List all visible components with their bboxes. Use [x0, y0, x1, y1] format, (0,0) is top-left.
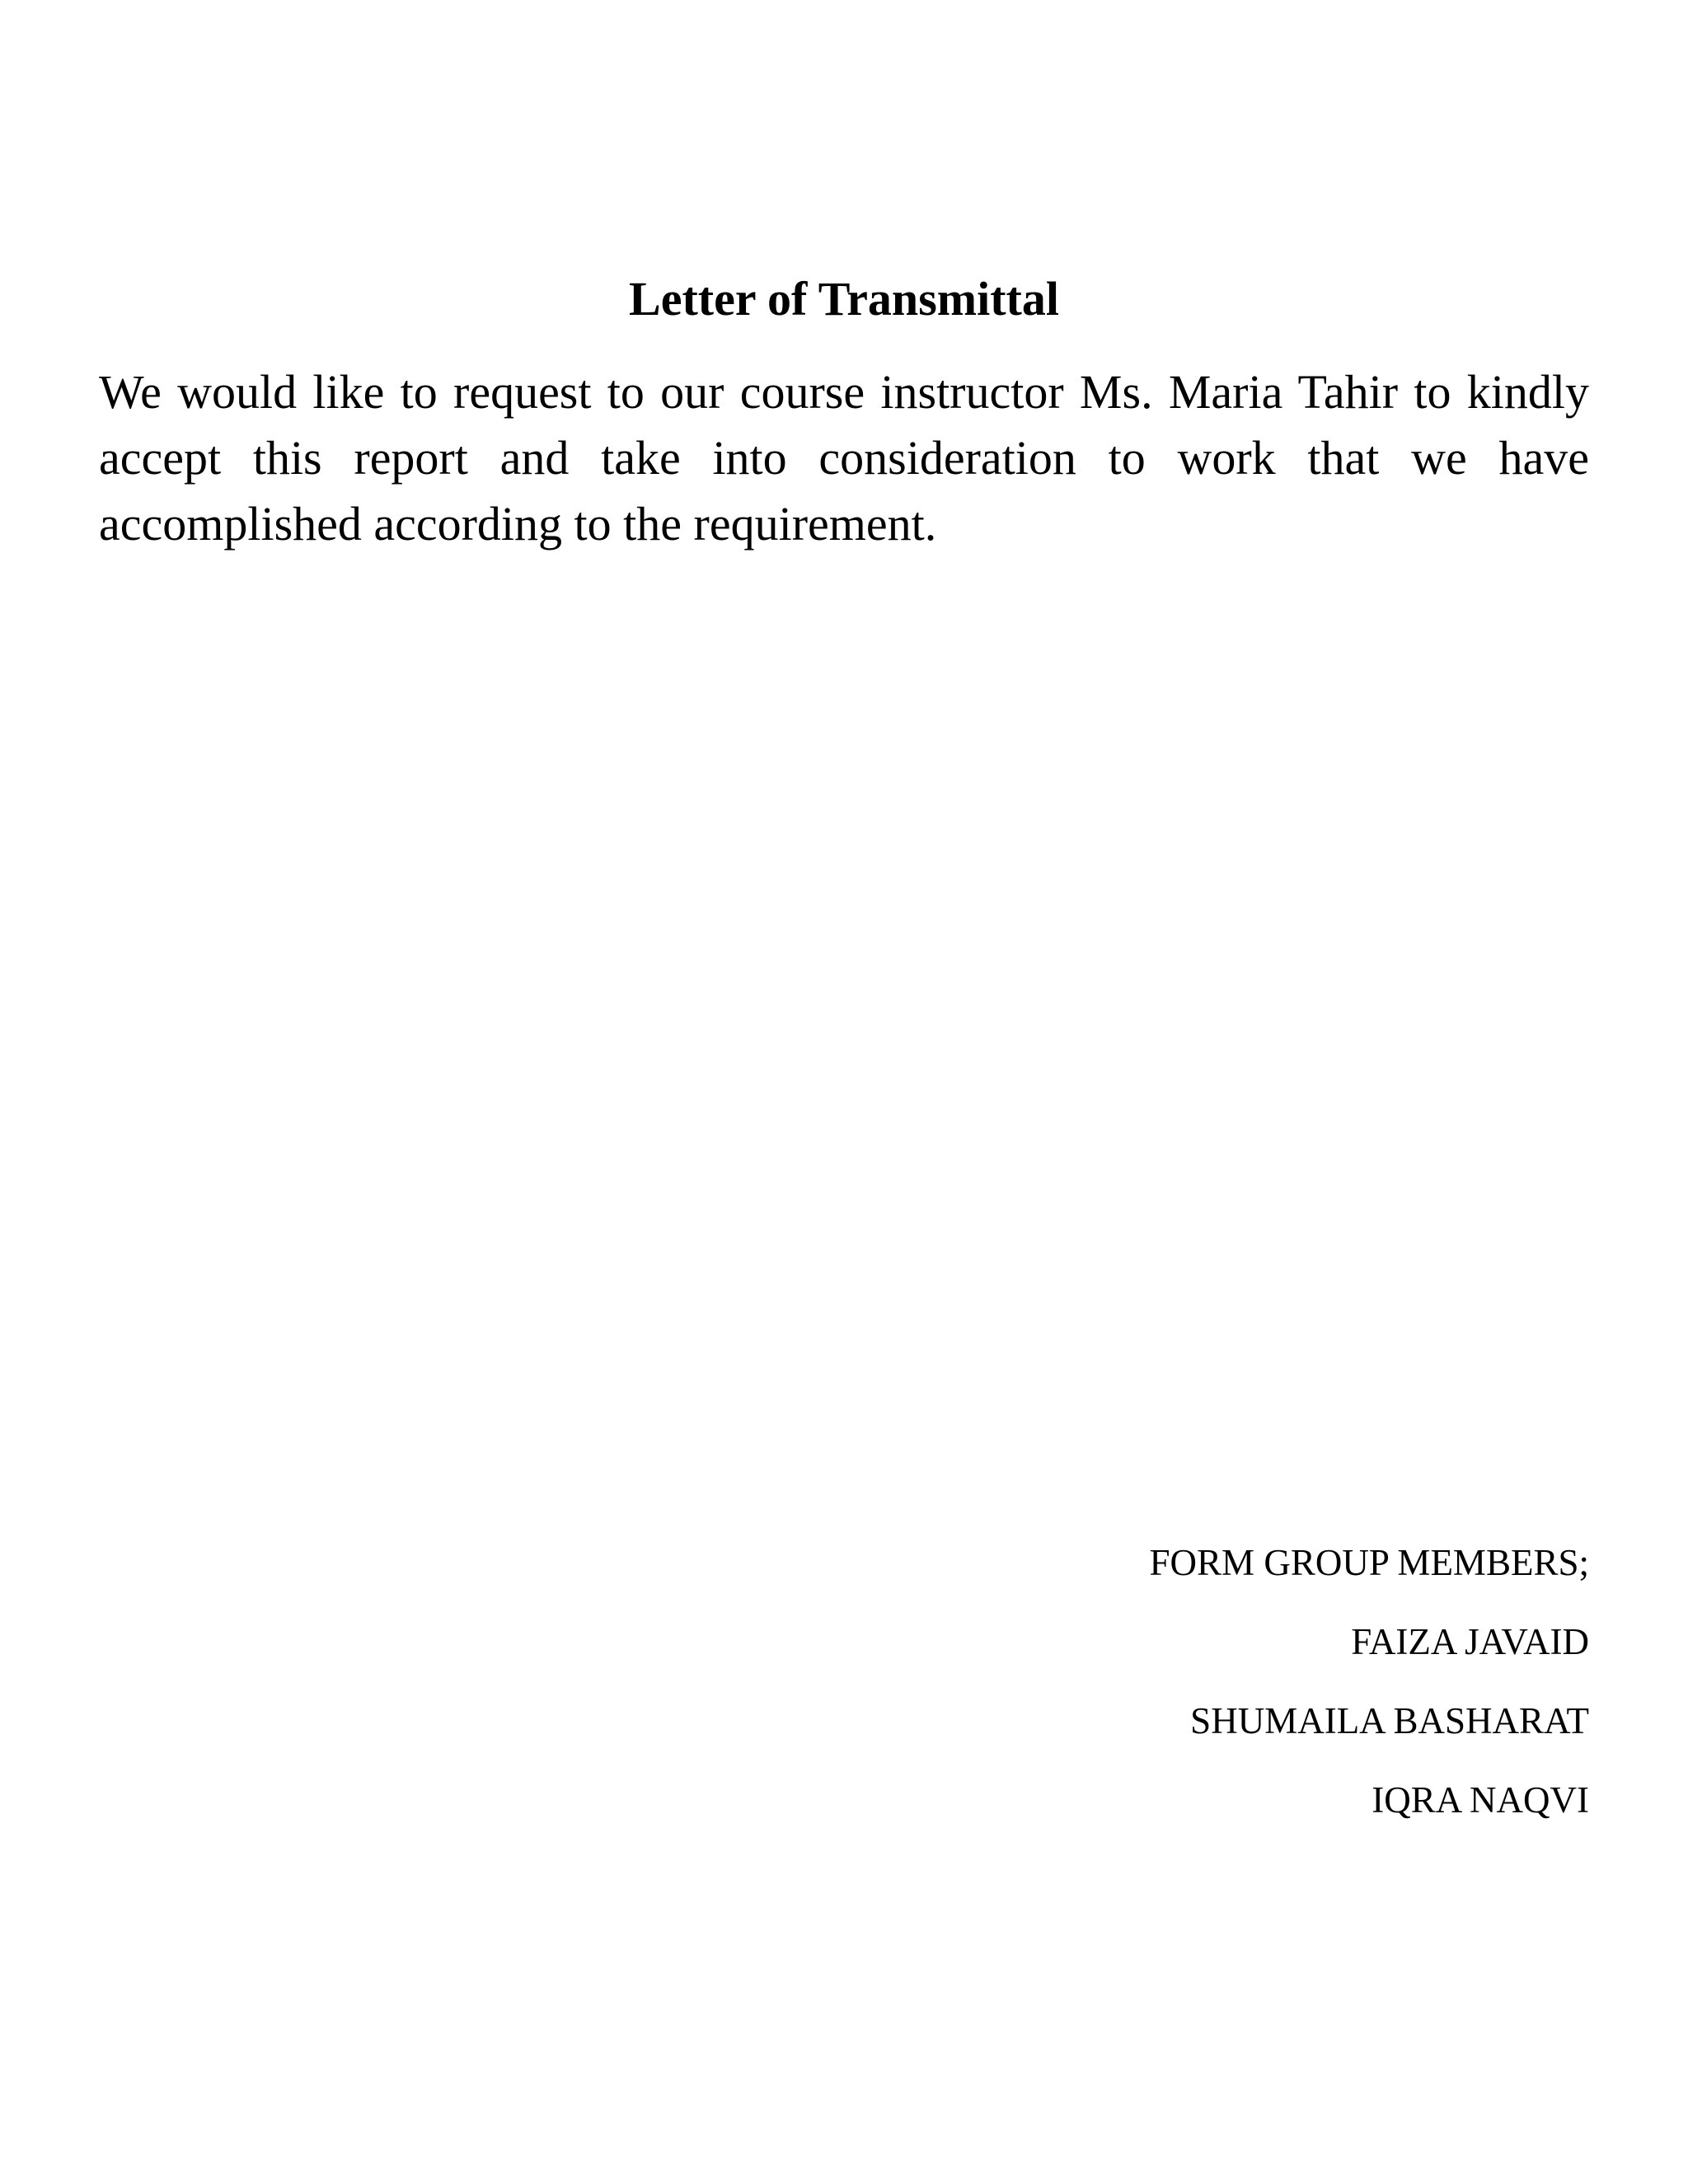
member-name: SHUMAILA BASHARAT: [1190, 1700, 1589, 1741]
letter-title: Letter of Transmittal: [629, 272, 1059, 326]
member-name: FAIZA JAVAID: [1351, 1621, 1589, 1662]
member-name: IQRA NAQVI: [1372, 1779, 1589, 1821]
letter-body: We would like to request to our course instructor Ms. Maria Tahir to kindly accept this report and take into consideration to work that we have accomplished according to the requirement.: [99, 365, 1589, 551]
group-members-heading: FORM GROUP MEMBERS;: [1149, 1542, 1589, 1583]
signature-block: [765, 1523, 1589, 1840]
